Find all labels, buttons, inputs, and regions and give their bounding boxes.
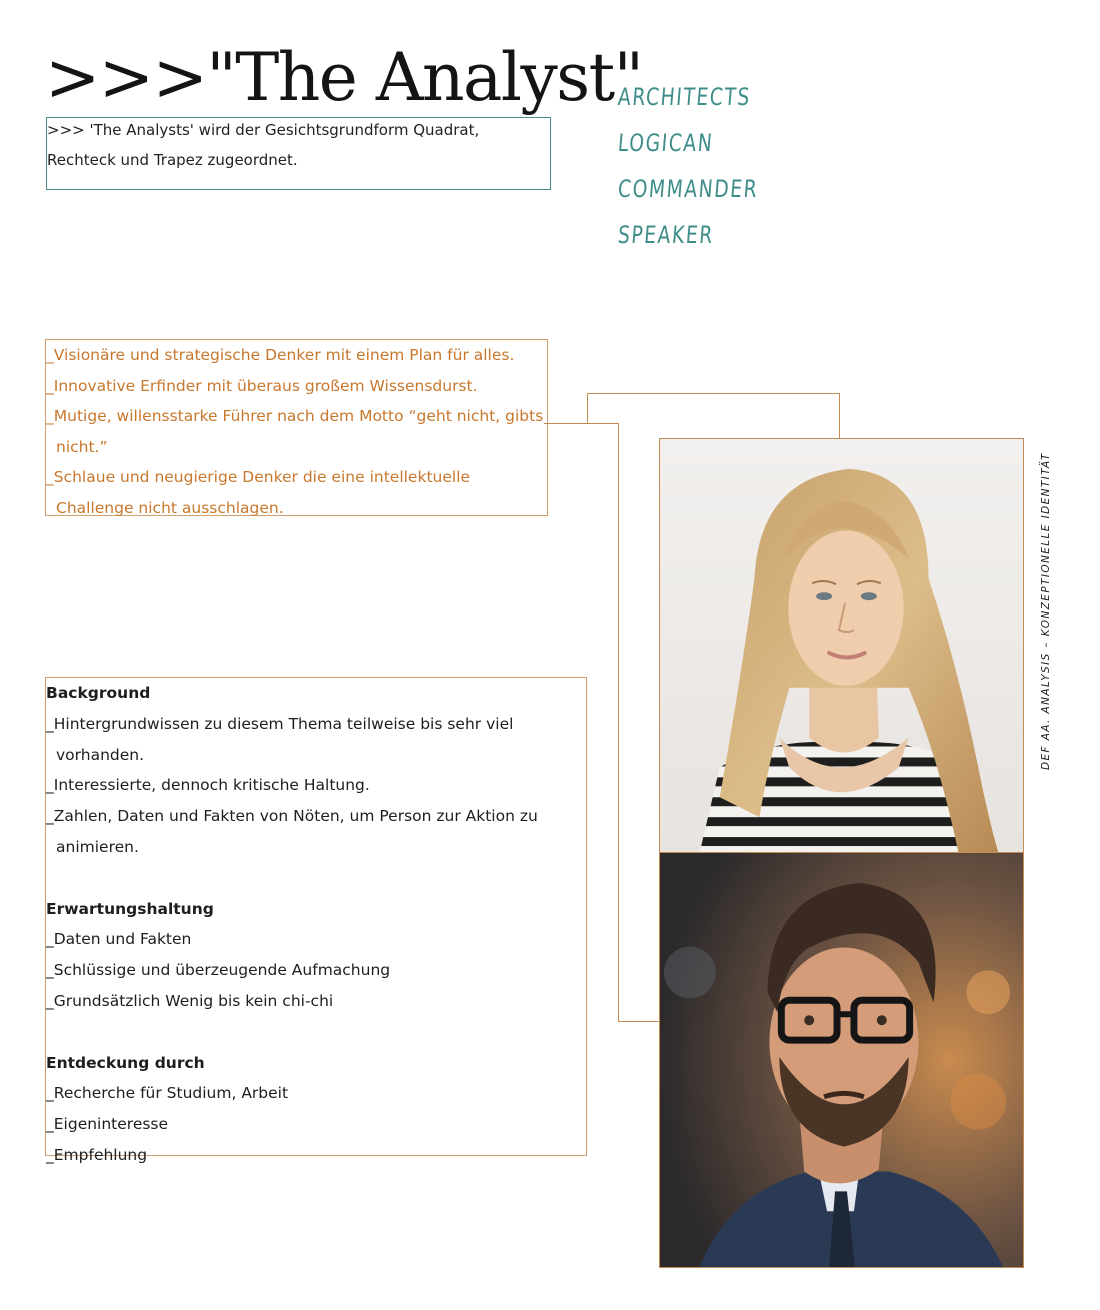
traits-list: [46, 340, 547, 523]
expectation-list: [46, 924, 586, 1016]
list-item: _ Schlüssige und überzeugende Aufmachung: [46, 955, 586, 986]
section-heading-background: Background: [46, 684, 151, 702]
list-item: _ Empfehlung: [46, 1140, 586, 1171]
type-architects: ARCHITECTS: [616, 83, 752, 111]
personality-type-list: [618, 74, 798, 258]
traits-box: [45, 339, 548, 516]
connector-line: [587, 393, 588, 424]
intro-text: >>> 'The Analysts' wird der Gesichtsgrundform Quadrat, Rechteck und Trapez zugeordnet.: [47, 121, 480, 169]
details-content: [46, 678, 586, 1171]
connector-line: [839, 393, 840, 439]
intro-text-box: [46, 117, 551, 190]
type-commander: COMMANDER: [616, 175, 760, 203]
type-speaker: SPEAKER: [616, 221, 715, 249]
connector-line: [618, 1021, 660, 1022]
connector-line: [544, 423, 619, 424]
type-logican: LOGICAN: [616, 129, 715, 157]
connector-line: [618, 423, 619, 1022]
discovery-list: [46, 1078, 586, 1170]
trait-item: _ Schlaue und neugierige Denker die eine intellektuelle Challenge nicht ausschlagen.: [46, 462, 547, 523]
page-title: >>>"The Analyst": [45, 39, 643, 116]
list-item: _ Hintergrundwissen zu diesem Thema teilweise bis sehr viel vorhanden.: [46, 709, 586, 771]
trait-item: _ Visionäre und strategische Denker mit einem Plan für alles.: [46, 340, 547, 371]
section-heading-discovery: Entdeckung durch: [46, 1053, 205, 1072]
woman-portrait-image: [660, 439, 1023, 852]
list-item: _ Daten und Fakten: [46, 924, 586, 955]
list-item: _ Eigeninteresse: [46, 1109, 586, 1140]
background-list: [46, 709, 586, 863]
list-item: _ Interessierte, dennoch kritische Haltung.: [46, 770, 586, 801]
man-portrait-image: [660, 853, 1023, 1267]
man-portrait-photo: [659, 852, 1024, 1268]
vertical-caption: DEF AA. ANALYSIS – KONZEPTIONELLE IDENTITÄT: [1040, 452, 1052, 770]
woman-portrait-photo: [659, 438, 1024, 853]
details-box: [45, 677, 587, 1164]
trait-item: _ Mutige, willensstarke Führer nach dem Motto “geht nicht, gibts nicht.”: [46, 401, 547, 462]
list-item: _ Recherche für Studium, Arbeit: [46, 1078, 586, 1109]
list-item: _ Zahlen, Daten und Fakten von Nöten, um Person zur Aktion zu animieren.: [46, 801, 586, 863]
trait-item: _ Innovative Erfinder mit überaus großem Wissensdurst.: [46, 371, 547, 402]
list-item: _ Grundsätzlich Wenig bis kein chi-chi: [46, 986, 586, 1017]
section-heading-expectation: Erwartungshaltung: [46, 899, 214, 918]
connector-line: [587, 393, 840, 394]
